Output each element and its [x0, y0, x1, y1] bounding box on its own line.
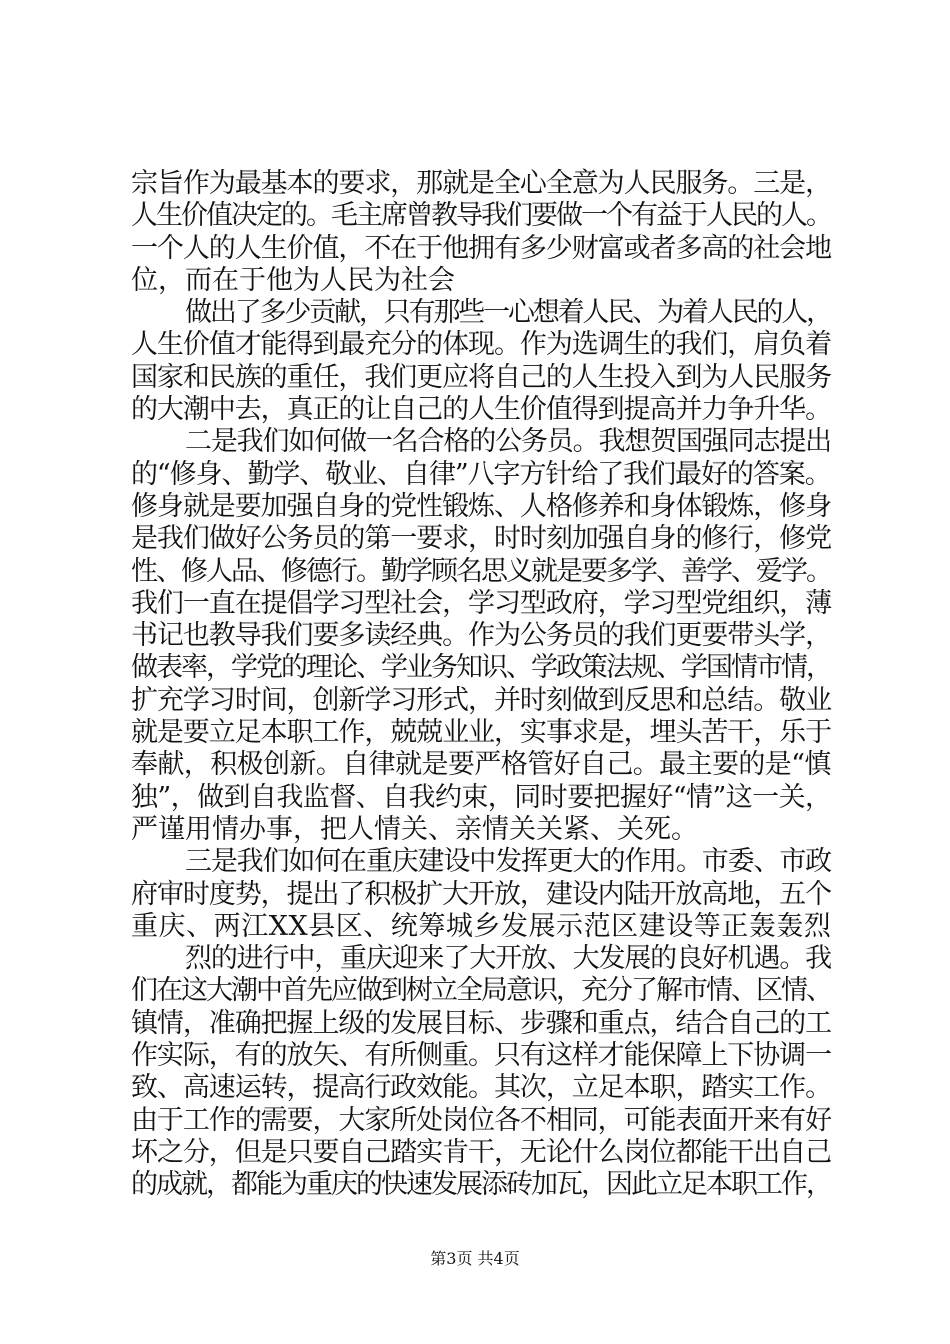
text-line: 镇情，准确把握上级的发展目标、步骤和重点，结合自己的工: [131, 1007, 832, 1039]
text-line: 烈的进行中，重庆迎来了大开放、大发展的良好机遇。我: [185, 943, 831, 975]
text-line: 性、修人品、修德行。勤学顾名思义就是要多学、善学、爱学。: [131, 555, 831, 587]
document-body: [131, 168, 831, 1202]
text-line: 坏之分，但是只要自己踏实肯干，无论什么岗位都能干出自己: [131, 1136, 832, 1168]
text-line: 们在这大潮中首先应做到树立全局意识，充分了解市情、区情、: [131, 975, 831, 1007]
text-line: 就是要立足本职工作，兢兢业业，实事求是，埋头苦干，乐于: [131, 717, 832, 749]
text-line: 做表率，学党的理论、学业务知识、学政策法规、学国情市情，: [131, 652, 831, 684]
text-line: 人生价值才能得到最充分的体现。作为选调生的我们，肩负着: [131, 329, 832, 361]
text-line: 奉献，积极创新。自律就是要严格管好自己。最主要的是“慎: [131, 749, 831, 781]
paragraph: [131, 297, 831, 426]
text-line: 作实际，有的放矢、有所侧重。只有这样才能保障上下协调一: [131, 1040, 832, 1072]
text-line: 的大潮中去，真正的让自己的人生价值得到提高并力争升华。: [131, 394, 832, 426]
text-line: 宗旨作为最基本的要求，那就是全心全意为人民服务。三是，: [131, 168, 832, 199]
text-line: 做出了多少贡献，只有那些一心想着人民、为着人民的人，: [185, 297, 831, 329]
text-line: 的“修身、勤学、敬业、自律”八字方针给了我们最好的答案。: [131, 458, 831, 490]
text-line: 一个人的人生价值，不在于他拥有多少财富或者多高的社会地: [131, 232, 832, 264]
paragraph: [131, 943, 831, 1201]
text-line: 扩充学习时间，创新学习形式，并时刻做到反思和总结。敬业: [131, 684, 832, 716]
paragraph: [131, 168, 831, 297]
page-footer: 第3页 共4页: [430, 1249, 520, 1268]
text-line: 三是我们如何在重庆建设中发挥更大的作用。市委、市政: [185, 846, 831, 878]
text-line: 位，而在于他为人民为社会: [131, 264, 455, 296]
text-line: 国家和民族的重任，我们更应将自己的人生投入到为人民服务: [131, 361, 832, 393]
text-line: 独”，做到自我监督、自我约束，同时要把握好“情”这一关，: [131, 781, 832, 813]
text-line: 是我们做好公务员的第一要求，时时刻加强自身的修行，修党: [131, 523, 832, 555]
paragraph: [131, 426, 831, 846]
text-line: 二是我们如何做一名合格的公务员。我想贺国强同志提出: [185, 426, 831, 458]
text-line: 府审时度势，提出了积极扩大开放，建设内陆开放高地，五个: [131, 878, 832, 910]
text-line: 我们一直在提倡学习型社会，学习型政府，学习型党组织，薄: [131, 587, 832, 619]
text-line: 由于工作的需要，大家所处岗位各不相同，可能表面开来有好: [131, 1104, 832, 1136]
paragraph: [131, 846, 831, 943]
text-line: 重庆、两江XX县区、统筹城乡发展示范区建设等正轰轰烈: [131, 910, 832, 942]
text-line: 严谨用情办事，把人情关、亲情关关紧、关死。: [131, 813, 698, 845]
text-line: 人生价值决定的。毛主席曾教导我们要做一个有益于人民的人。: [131, 200, 831, 232]
text-line: 书记也教导我们要多读经典。作为公务员的我们更要带头学，: [131, 620, 832, 652]
text-line: 致、高速运转，提高行政效能。其次，立足本职，踏实工作。: [131, 1072, 832, 1104]
text-line: 的成就，都能为重庆的快速发展添砖加瓦，因此立足本职工作，: [131, 1169, 831, 1201]
text-line: 修身就是要加强自身的党性锻炼、人格修养和身体锻炼，修身: [131, 490, 832, 522]
